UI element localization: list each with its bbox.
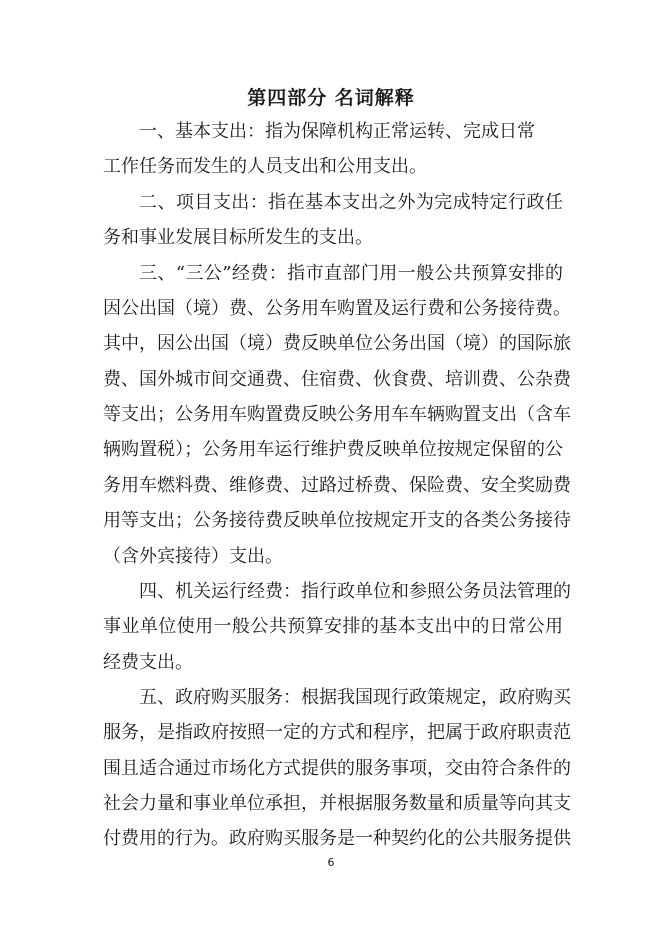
paragraph-line: 社会力量和事业单位承担，并根据服务数量和质量等向其支 [103,793,571,814]
paragraph-line: 其中，因公出国（境）费反映单位公务出国（境）的国际旅 [103,333,571,354]
paragraph-line: 经费支出。 [103,652,193,673]
section-title: 第四部分 名词解释 [247,87,415,109]
paragraph-line: 五、政府购买服务：根据我国现行政策规定，政府购买 [139,687,571,708]
paragraph-line: 用等支出；公务接待费反映单位按规定开支的各类公务接待 [103,510,571,531]
paragraph-line: 务和事业发展目标所发生的支出。 [103,227,373,248]
paragraph-line: 因公出国（境）费、公务用车购置及运行费和公务接待费。 [103,298,571,319]
page-number: 6 [327,856,335,869]
paragraph-line: 围且适合通过市场化方式提供的服务事项，交由符合条件的 [103,758,571,779]
paragraph-line: 辆购置税）；公务用车运行维护费反映单位按规定保留的公 [103,439,563,460]
paragraph-line: 等支出；公务用车购置费反映公务用车车辆购置支出（含车 [103,404,571,425]
paragraph-line: 付费用的行为。政府购买服务是一种契约化的公共服务提供 [103,828,571,849]
paragraph-line: 四、机关运行经费：指行政单位和参照公务员法管理的 [139,581,571,602]
paragraph-line: 务用车燃料费、维修费、过路过桥费、保险费、安全奖励费 [103,475,571,496]
paragraph-line: 服务，是指政府按照一定的方式和程序，把属于政府职责范 [103,722,571,743]
paragraph-line: 一、基本支出：指为保障机构正常运转、完成日常 [139,121,535,142]
paragraph-line: 三、“三公”经费：指市直部门用一般公共预算安排的 [139,263,563,284]
paragraph-line: 二、项目支出：指在基本支出之外为完成特定行政任 [139,192,563,213]
paragraph-line: 事业单位使用一般公共预算安排的基本支出中的日常公用 [103,616,563,637]
paragraph-line: 费、国外城市间交通费、住宿费、伙食费、培训费、公杂费 [103,369,571,390]
paragraph-line: （含外宾接待）支出。 [103,546,283,567]
paragraph-line: 工作任务而发生的人员支出和公用支出。 [103,156,427,177]
